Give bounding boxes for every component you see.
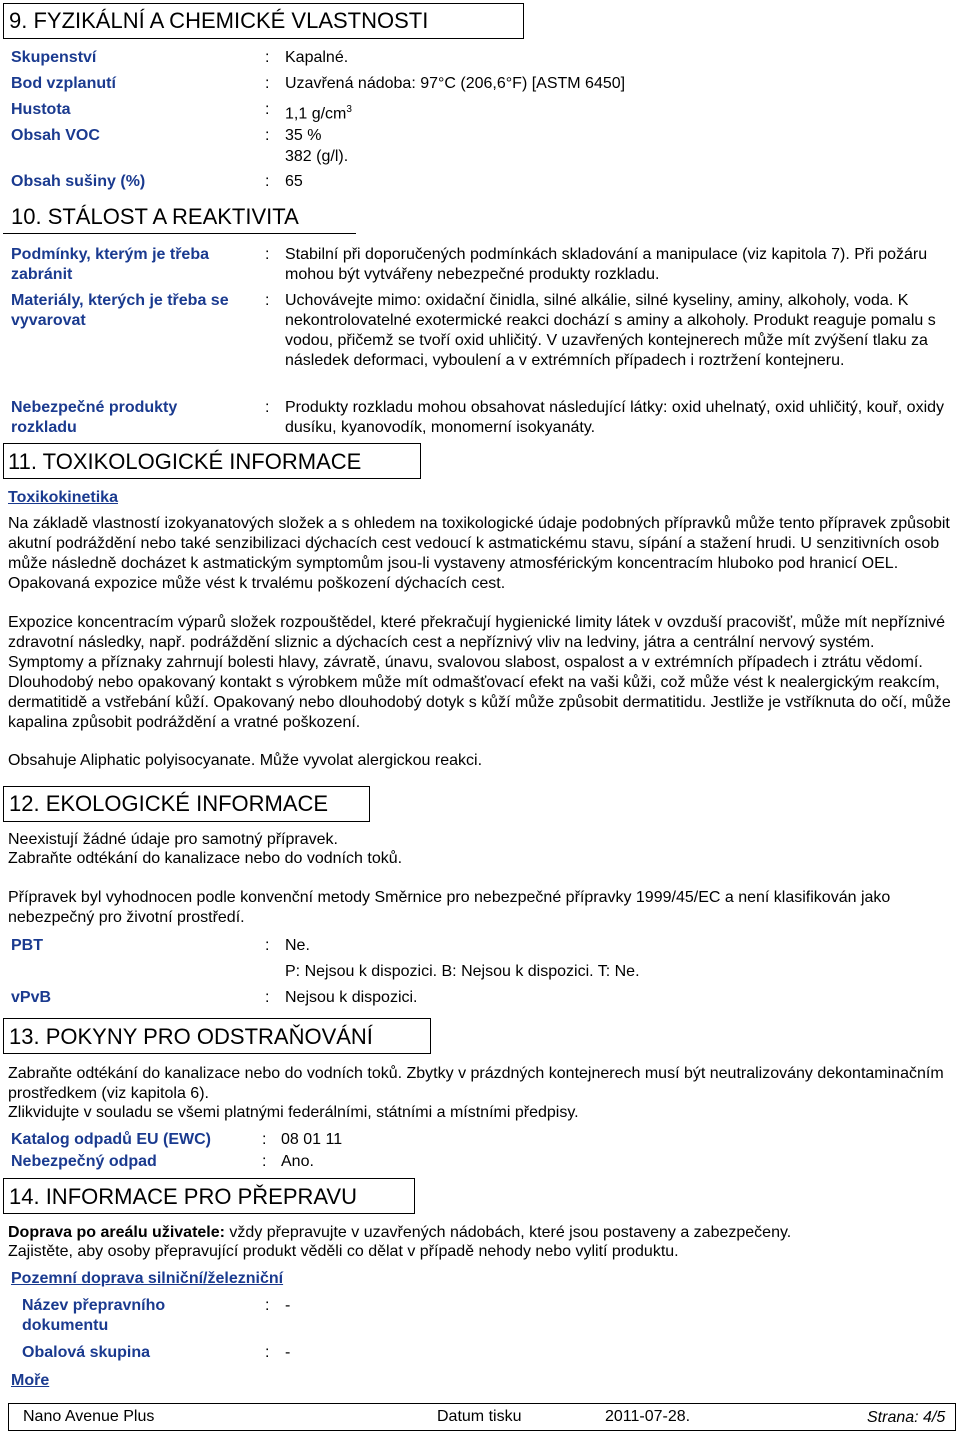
s13-paragraph-1: Zabraňte odtékání do kanalizace nebo do vodních toků. Zbytky v prázdných kontejnerech musí být neutralizovány dekontaminačním prostředkem (viz kapitola 6).: [8, 1065, 944, 1102]
s12-line-1: Neexistují žádné údaje pro samotný přípravek.: [8, 831, 338, 848]
label-nazev-prepravniho-1: Název přepravního: [22, 1297, 166, 1314]
section-9-title: 9. FYZIKÁLNÍ A CHEMICKÉ VLASTNOSTI: [9, 8, 429, 33]
value-obsah-susiny: 65: [285, 173, 303, 190]
label-materialy-2: vyvarovat: [11, 312, 86, 329]
footer-date-label: Datum tisku: [437, 1408, 522, 1425]
colon: :: [265, 1344, 270, 1361]
value-hustota-text: 1,1 g/cm: [285, 105, 347, 123]
colon: :: [265, 101, 270, 118]
toxikokinetika-text: Toxikokinetika: [8, 489, 118, 506]
section-9-header: [3, 3, 524, 39]
land-transport-heading: [11, 1269, 283, 1289]
value-nebezpecne: Produkty rozkladu mohou obsahovat následující látky: oxid uhelnatý, oxid uhličitý, kouř, oxidy dusíku, kyanovodík, monomerní isokyanáty.: [285, 399, 945, 436]
s13-paragraph-2: Zlikvidujte v souladu se všemi platnými federálními, státními a místními předpisy.: [8, 1104, 579, 1121]
value-pbt: Ne.: [285, 937, 310, 954]
label-materialy-1: Materiály, kterých je třeba se: [11, 292, 229, 309]
value-katalog-odpadu: 08 01 11: [281, 1131, 343, 1148]
value-obsah-voc: 35 %: [285, 127, 322, 144]
label-nebezpecne-2: rozkladu: [11, 419, 77, 436]
value-bod-vzplanuti: Uzavřená nádoba: 97°C (206,6°F) [ASTM 6450]: [285, 75, 626, 92]
label-skupenstvi: Skupenství: [11, 49, 97, 66]
colon: :: [265, 1297, 270, 1314]
footer-date-value: 2011-07-28.: [605, 1408, 691, 1425]
s14-lead-rest: vždy přepravujte v uzavřených nádobách, které jsou postaveny a zabezpečeny.: [224, 1224, 792, 1241]
sea-transport-text: Moře: [11, 1372, 50, 1389]
s14-lead-bold: Doprava po areálu uživatele:: [8, 1224, 225, 1241]
colon: :: [265, 127, 270, 144]
s12-paragraph: Přípravek byl vyhodnocen podle konvenční metody Směrnice pro nebezpečné přípravky 1999/45/EC a není klasifikován jako nebezpečný pro životní prostředí.: [8, 889, 891, 926]
page-footer: [8, 1403, 956, 1431]
section-11-title: 11. TOXIKOLOGICKÉ INFORMACE: [8, 449, 362, 474]
footer-product: Nano Avenue Plus: [23, 1408, 155, 1425]
label-katalog-odpadu: Katalog odpadů EU (EWC): [11, 1131, 211, 1148]
colon: :: [262, 1131, 267, 1148]
s14-lead: [8, 1223, 953, 1243]
s11-paragraph-2: Expozice koncentracím výparů složek rozpouštědel, které překračují hygienické limity látek v ovzduší pracovišť, může mít nepříznivé zdravotní následky, např. podráždění sliznic a dýchacích cest a nepříznivý vliv na ledviny, játra a centrální nervový systém. Symptomy a příznaky zahrnují bolesti hlavy, závratě, únavu, svalovou slabost, ospalost a v extrémních případech i ztrátu vědomí. Dlouhodobý nebo opakovaný kontakt s výrobkem může mít odmašťovací efekt na vaši kůži, což může vést k nealergickým reakcím, dermatitidě a vstřebání kůží. Opakovaný nebo dlouhodobý dotyk s kůží může způsobit dermatitidu. Jestliže je vstříknuta do očí, může kapalina způsobit podráždění a vratné poškození.: [8, 614, 951, 731]
label-vpvb: vPvB: [11, 989, 52, 1006]
value-hustota: [285, 100, 352, 124]
label-obalova-skupina: Obalová skupina: [22, 1344, 151, 1361]
label-podminky-1: Podmínky, kterým je třeba: [11, 246, 209, 263]
section-14-title: 14. INFORMACE PRO PŘEPRAVU: [9, 1184, 357, 1209]
value-obsah-voc-gl: 382 (g/l).: [285, 148, 349, 165]
label-obsah-susiny: Obsah sušiny (%): [11, 173, 146, 190]
section-12-title: 12. EKOLOGICKÉ INFORMACE: [9, 791, 329, 816]
value-nazev-prepravniho: -: [285, 1297, 291, 1314]
colon: :: [265, 173, 270, 190]
value-hustota-sup: 3: [346, 104, 352, 115]
value-obalova-skupina: -: [285, 1344, 291, 1361]
label-nebezpecne-1: Nebezpečné produkty: [11, 399, 178, 416]
label-obsah-voc: Obsah VOC: [11, 127, 100, 144]
value-vpvb: Nejsou k dispozici.: [285, 989, 418, 1006]
label-bod-vzplanuti: Bod vzplanutí: [11, 75, 116, 92]
toxikokinetika-heading: [8, 488, 118, 508]
section-10-title: 10. STÁLOST A REAKTIVITA: [11, 204, 299, 229]
label-hustota: Hustota: [11, 101, 71, 118]
value-pbt-detail: P: Nejsou k dispozici. B: Nejsou k dispozici. T: Ne.: [285, 963, 640, 980]
sea-transport-heading: [11, 1371, 49, 1391]
section-13-header: [3, 1018, 431, 1054]
section-14-header: [3, 1178, 415, 1214]
land-transport-text: Pozemní doprava silniční/železniční: [11, 1270, 284, 1287]
label-pbt: PBT: [11, 937, 43, 954]
colon: :: [265, 292, 270, 309]
colon: :: [265, 937, 270, 954]
section-13-title: 13. POKYNY PRO ODSTRAŇOVÁNÍ: [9, 1024, 373, 1049]
colon: :: [265, 75, 270, 92]
s11-paragraph-3: Obsahuje Aliphatic polyisocyanate. Může vyvolat alergickou reakci.: [8, 752, 483, 769]
value-nebezpecny-odpad: Ano.: [281, 1153, 314, 1170]
label-podminky-2: zabránit: [11, 266, 73, 283]
s14-line-2: Zajistěte, aby osoby přepravující produkt věděli co dělat v případě nehody nebo vylití produktu.: [8, 1243, 679, 1260]
label-nazev-prepravniho-2: dokumentu: [22, 1317, 109, 1334]
section-12-header: [3, 786, 370, 822]
value-skupenstvi: Kapalné.: [285, 49, 349, 66]
colon: :: [265, 399, 270, 416]
footer-page-number: Strana: 4/5: [867, 1409, 946, 1426]
colon: :: [265, 246, 270, 263]
value-materialy: Uchovávejte mimo: oxidační činidla, silné alkálie, silné kyseliny, aminy, alkoholy, voda. K nekontrolovatelné exotermické reakci dochází s aminy a alkoholy. Produkt reaguje pomalu s vodou, přičemž se tvoří oxid uhličitý. V uzavřených kontejnerech může mít zvýšení tlaku za následek deformaci, vyboulení a v extrémních případech i roztržení kontejneru.: [285, 292, 936, 369]
colon: :: [265, 49, 270, 66]
section-10-header: [3, 198, 356, 234]
s11-paragraph-1: Na základě vlastností izokyanatových složek a s ohledem na toxikologické údaje podobných přípravků může tento přípravek způsobit akutní podráždění nebo také senzibilizaci dýchacích cest vedoucí k astmatickému stavu, sípání a stažení hrudi. U senzitivních osob může následně docházet k astmatickým symptomům jsou-li vystaveny atmosférickým koncentracím hluboko pod hranicí OEL. Opakovaná expozice může vést k trvalému poškození dýchacích cest.: [8, 515, 950, 592]
colon: :: [262, 1153, 267, 1170]
colon: :: [265, 989, 270, 1006]
value-podminky: Stabilní při doporučených podmínkách skladování a manipulace (viz kapitola 7). Při požáru mohou být vytvářeny nebezpečné produkty rozkladu.: [285, 246, 928, 283]
section-11-header: [3, 443, 421, 479]
s12-line-2: Zabraňte odtékání do kanalizace nebo do vodních toků.: [8, 850, 403, 867]
label-nebezpecny-odpad: Nebezpečný odpad: [11, 1153, 157, 1170]
